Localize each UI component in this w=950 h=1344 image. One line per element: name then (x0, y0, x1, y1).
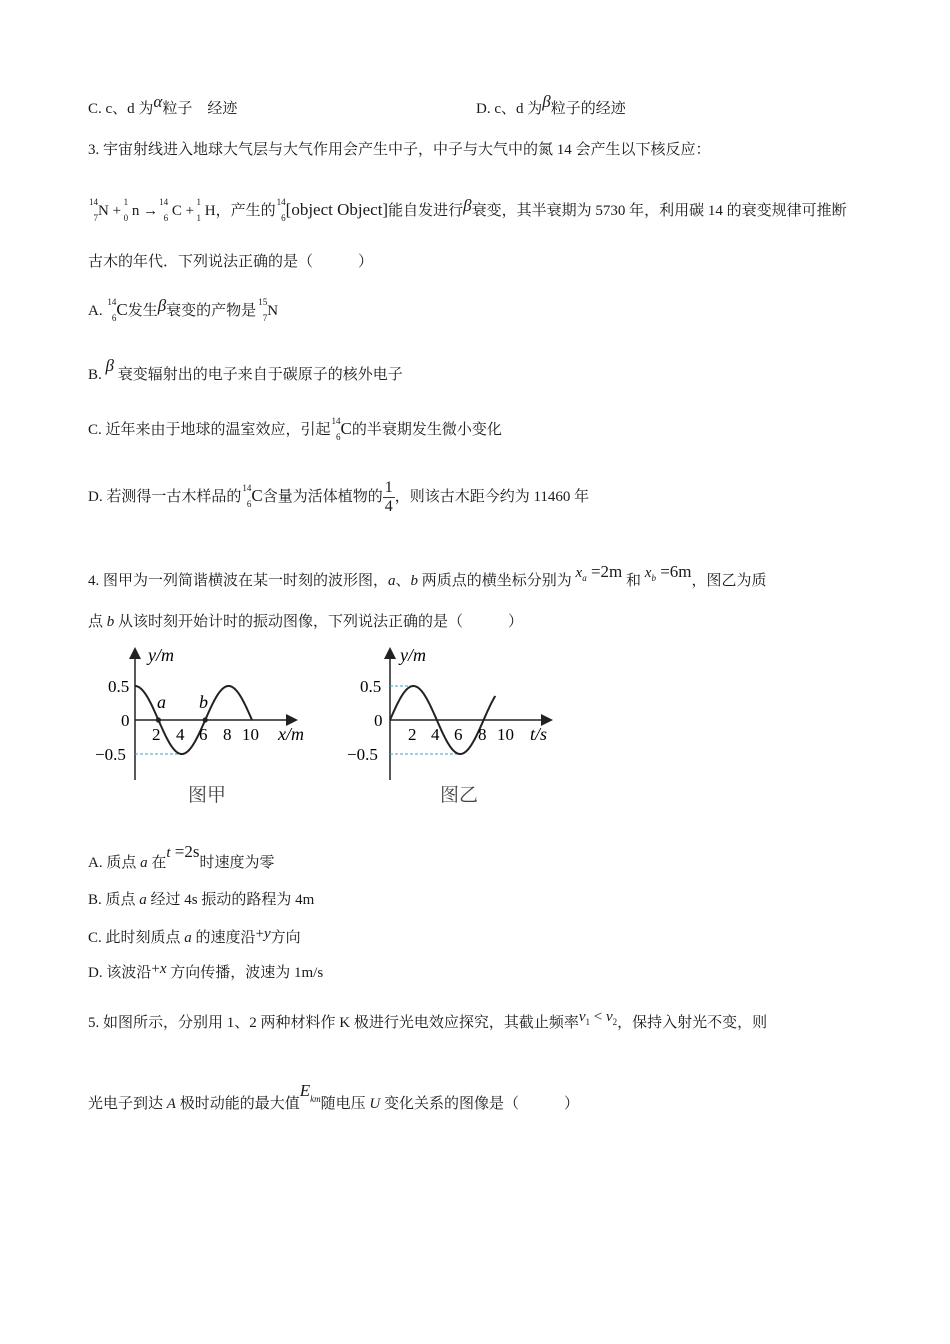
q4-sep: 、 (395, 573, 411, 589)
q3-stem-4: 衰变，其半衰期为 5730 年，利用碳 14 的衰变规律可推断 (471, 203, 847, 219)
eq-plus-2: + (185, 203, 195, 219)
fig1-ytick-bottom: −0.5 (95, 745, 126, 764)
iso-neutron: 1 0 (123, 197, 129, 223)
q3-option-b-text: 衰变辐射出的电子来自于碳原子的核外电子 (117, 367, 403, 383)
q3-option-d-mid: 含量为活体植物的 (262, 489, 383, 505)
q4-stem-1c: ，图乙为质 (691, 573, 767, 589)
q3-stem-line3: 古木的年代．下列说法正确的是（ ） (88, 254, 374, 270)
fig1-xtick-4: 4 (176, 725, 185, 744)
q3-option-d-prefix: D. 若测得一古木样品的 (88, 489, 242, 505)
xa-subscript: a (582, 573, 587, 583)
nu-sub-2: 2 (612, 1017, 618, 1027)
q3-option-a-prefix: A. (88, 303, 107, 319)
x-symbol: x (159, 961, 167, 977)
xb-value: =6m (655, 562, 692, 581)
fig1-xtick-8: 8 (223, 725, 232, 744)
beta-symbol: β (157, 296, 167, 315)
q2-option-c-suffix: 粒子 经迹 (162, 101, 238, 117)
q3-option-b-prefix: B. (88, 367, 106, 383)
xb-subscript: b (651, 573, 656, 583)
q4-option-d-suffix: 方向传播，波速为 1m/s (170, 965, 324, 981)
u-symbol: U (369, 1096, 381, 1112)
q4-stem-1a: 4. 图甲为一列简谐横波在某一时刻的波形图， (88, 573, 389, 589)
fraction-one-quarter: $\frac{1}{4}$ (384, 479, 393, 516)
q4-option-c (88, 924, 301, 948)
a-electrode: A (166, 1096, 176, 1112)
eq-n: N (98, 203, 109, 219)
fig1-point-a (156, 717, 161, 722)
q3-option-c-suffix: 的半衰期发生微小变化 (351, 422, 502, 438)
q2-option-d (476, 92, 626, 119)
q3-option-c (88, 416, 502, 442)
xa-symbol: x (575, 565, 583, 581)
fig1-point-b (203, 717, 208, 722)
q4-option-b (88, 890, 314, 910)
q4-option-a (88, 842, 275, 873)
q2-option-d-prefix: D. c、d 为 (476, 101, 543, 117)
fig1-caption: 图甲 (188, 785, 227, 806)
xb-symbol: x (644, 565, 652, 581)
q4-option-b-suffix: 经过 4s 振动的路程为 4m (146, 892, 315, 908)
q4-option-d-prefix: D. 该波沿 (88, 965, 152, 981)
q3-option-c-prefix: C. 近年来由于地球的温室效应，引起 (88, 422, 331, 438)
c-symbol: C (340, 419, 352, 438)
beta-symbol: β (463, 196, 472, 215)
point-a: a (388, 573, 396, 589)
t-value: =2s (170, 842, 200, 861)
plus-sign: + (151, 961, 160, 977)
point-a: a (184, 930, 192, 946)
fig1-ytick-top: 0.5 (108, 677, 130, 696)
c-symbol: [object Object] (285, 200, 389, 219)
fig2-xtick-4: 4 (431, 725, 440, 744)
q2-option-c-prefix: C. c、d 为 (88, 101, 154, 117)
fig1-ytick-zero: 0 (121, 711, 130, 730)
q3-option-b (88, 356, 403, 385)
c-symbol: C (116, 300, 128, 319)
t-symbol: t (166, 845, 171, 861)
q3-option-a (88, 296, 278, 323)
iso-c14: 14 6 (107, 297, 117, 323)
nu-symbol: ν (605, 1009, 613, 1025)
q3-stem-2: ，产生的 (215, 203, 276, 219)
fig1-ylabel: y/m (148, 645, 174, 665)
q5-stem-1: 5. 如图所示，分别用 1、2 两种材料作 K 极进行光电效应探究，其截止频率 (88, 1015, 579, 1031)
q3-stem-3: 能自发进行 (388, 203, 464, 219)
fig1-xtick-6: 6 (199, 725, 208, 744)
point-b: b (106, 614, 115, 630)
q4-stem-2b: 从该时刻开始计时的振动图像，下列说法正确的是（ ） (114, 614, 524, 630)
nu-sub-1: 1 (585, 1017, 591, 1027)
eq-plus-1: + (112, 203, 122, 219)
q4-stem-1b: 两质点的横坐标分别为 (418, 573, 572, 589)
iso-c14: 14 6 (276, 197, 286, 223)
fig2-ytick-zero: 0 (374, 711, 383, 730)
fig1-xtick-10: 10 (242, 725, 259, 744)
q4-stem-2a: 点 (88, 614, 107, 630)
q4-option-c-mid: 的速度沿 (191, 930, 256, 946)
q4-option-a-mid: 在 (147, 855, 167, 871)
q4-option-c-suffix: 方向 (270, 930, 301, 946)
q4-stem-line1 (88, 562, 767, 591)
fig1-label-b: b (199, 692, 208, 712)
eq-h: H (204, 203, 216, 219)
alpha-symbol: α (153, 92, 163, 111)
q2-option-c (88, 92, 237, 119)
eq-c: C (171, 203, 182, 219)
fig1-label-a: a (157, 692, 166, 712)
iso-n15: 15 7 (258, 297, 268, 323)
c-symbol: C (251, 486, 263, 505)
point-b: b (410, 573, 419, 589)
q4-option-c-prefix: C. 此时刻质点 (88, 930, 185, 946)
figure-jia (90, 640, 330, 812)
n-symbol: N (267, 303, 279, 319)
eq-neutron: n (131, 203, 140, 219)
fig2-xtick-10: 10 (497, 725, 514, 744)
q5-stem-1b: ，保持入射光不变，则 (617, 1015, 768, 1031)
xa-value: =2m (586, 562, 623, 581)
q4-stem-line2 (88, 612, 523, 632)
point-a: a (140, 855, 148, 871)
q2-option-d-suffix: 粒子的经迹 (550, 101, 626, 117)
fig2-ylabel: y/m (400, 645, 426, 665)
less-than: < (593, 1009, 603, 1025)
q4-option-b-prefix: B. 质点 (88, 892, 140, 908)
e-symbol: E (299, 1081, 311, 1100)
iso-c14: 14 6 (331, 416, 341, 442)
iso-h1: 1 1 (196, 197, 202, 223)
q4-and: 和 (626, 573, 642, 589)
iso-c14-eq: 14 6 (159, 197, 169, 223)
fig2-ytick-top: 0.5 (360, 677, 382, 696)
fig2-ytick-bottom: −0.5 (347, 745, 378, 764)
e-subscript: km (310, 1094, 321, 1104)
q4-option-a-suffix: 时速度为零 (199, 855, 275, 871)
figure-yi (340, 640, 580, 812)
q3-option-a-mid: 发生 (127, 303, 158, 319)
plus-sign: + (255, 926, 264, 942)
q3-stem-line1: 3. 宇宙射线进入地球大气层与大气作用会产生中子，中子与大气中的氮 14 会产生以下核反应： (88, 142, 711, 158)
q5-stem-2a: 光电子到达 (88, 1096, 167, 1112)
q5-stem-2c: 随电压 (320, 1096, 370, 1112)
q3-option-d (88, 472, 589, 521)
eq-arrow: → (143, 203, 159, 219)
fig2-xtick-8: 8 (478, 725, 487, 744)
q4-option-d (88, 959, 323, 983)
q4-option-a-prefix: A. 质点 (88, 855, 141, 871)
q3-option-a-mid2: 衰变的产物是 (166, 303, 257, 319)
q5-stem-2b: 极时动能的最大值 (175, 1096, 300, 1112)
y-symbol: y (264, 926, 271, 942)
fig2-xlabel: t/s (530, 724, 548, 744)
q5-stem-2d: 变化关系的图像是（ ） (380, 1096, 579, 1112)
fig2-caption: 图乙 (440, 785, 479, 806)
beta-symbol: β (105, 356, 114, 375)
iso-c14: 14 6 (242, 483, 252, 509)
fig2-xtick-6: 6 (454, 725, 463, 744)
q3-option-d-suffix: ，则该古木距今约为 11460 年 (394, 489, 590, 505)
q5-stem-line1 (88, 1007, 767, 1033)
beta-symbol: β (542, 92, 551, 111)
nu-symbol: ν (578, 1009, 586, 1025)
fig1-xtick-2: 2 (152, 725, 161, 744)
fig2-xtick-2: 2 (408, 725, 417, 744)
point-a: a (139, 892, 147, 908)
q5-stem-line2 (88, 1081, 579, 1114)
fig1-xlabel: x/m (278, 724, 304, 744)
iso-n14: 14 7 (89, 197, 98, 223)
q3-equation-line (88, 196, 847, 223)
